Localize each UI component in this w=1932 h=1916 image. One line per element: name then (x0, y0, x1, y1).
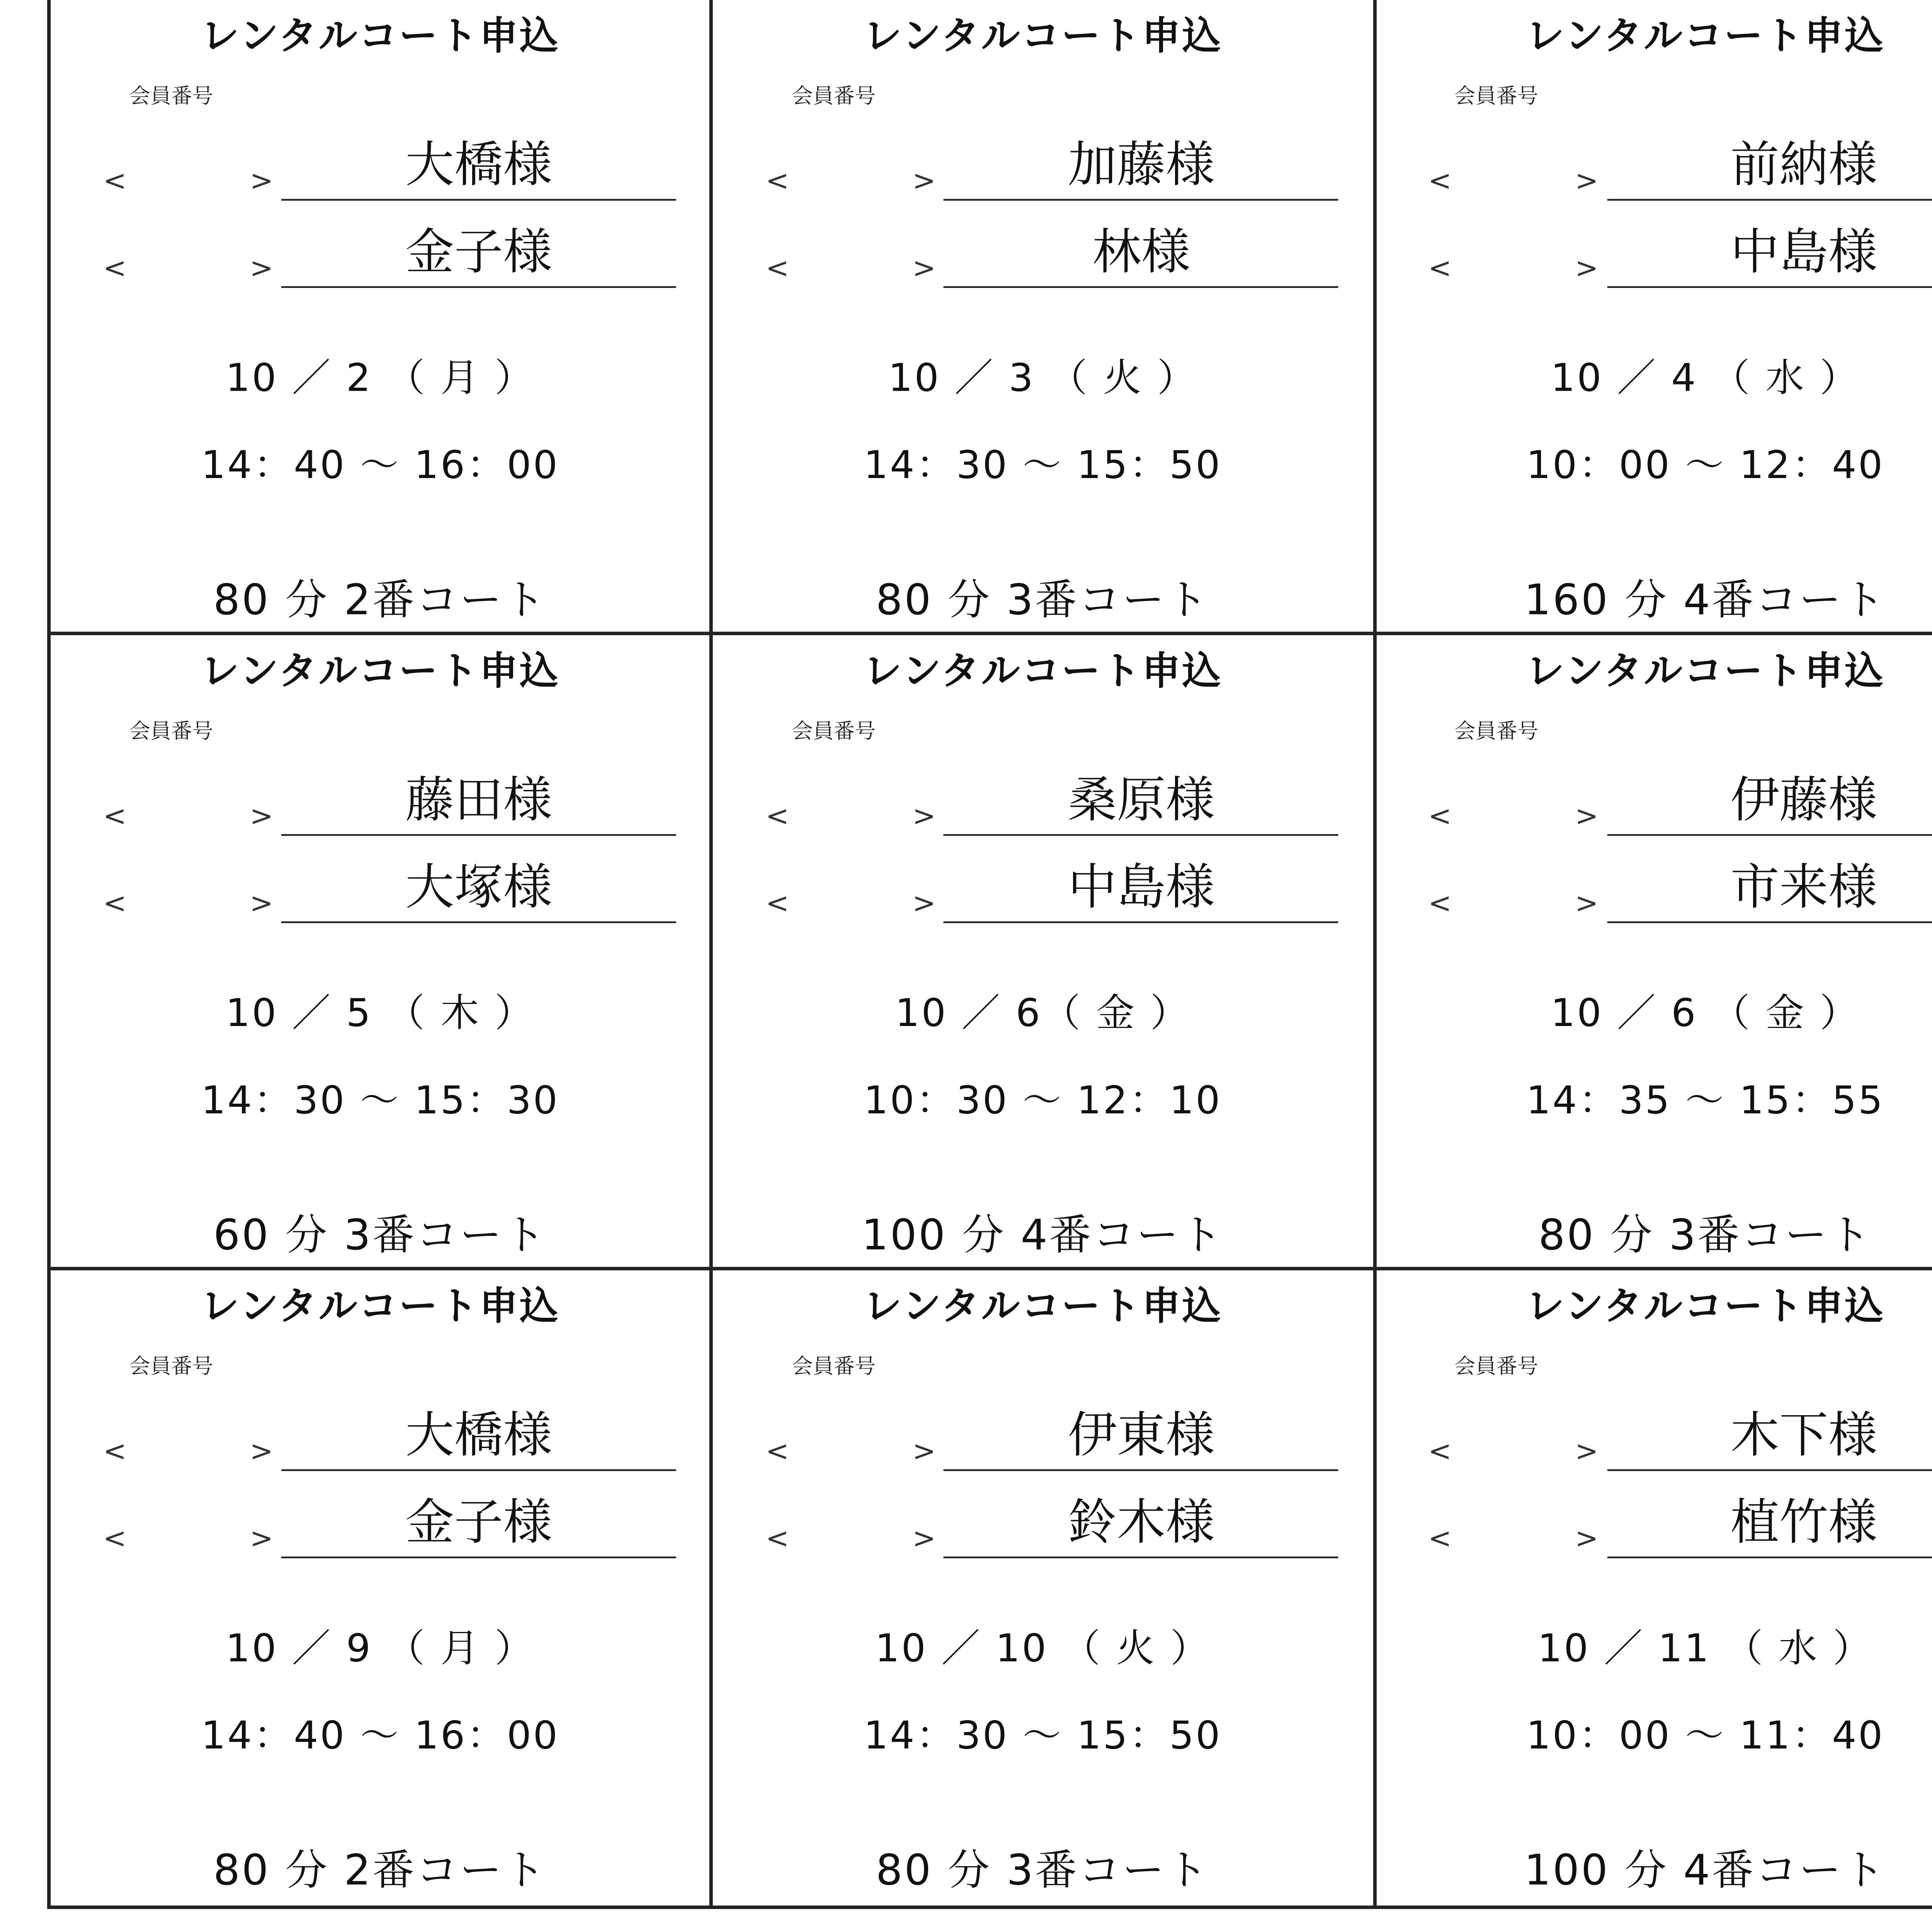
card-title: レンタルコート申込 (201, 1286, 560, 1330)
rental-card: レンタルコート申込 会員番号 < > < > 加藤様 林様 10 ／ 3 （ 火 ） 14：30 ～ 15：50 80 分 3番コート (713, 0, 1376, 635)
applicant-name-2: 中島様 (1606, 220, 1932, 288)
member-number-label: 会員番号 (792, 1354, 876, 1379)
rental-card: レンタルコート申込 会員番号 < > < > 桑原様 中島様 10 ／ 6（ 金 ） 10：30 ～ 12：10 100 分 4番コート (713, 635, 1376, 1271)
rental-card: レンタルコート申込 会員番号 < > < > 大橋様 金子様 10 ／ 9 （ 月 ） 14：40 ～ 16：00 80 分 2番コート (51, 1270, 713, 1906)
applicant-name-2: 植竹様 (1606, 1490, 1932, 1558)
reservation-time: 14：30 ～ 15：50 (864, 445, 1222, 489)
applicant-name-1: 加藤様 (944, 133, 1339, 201)
applicant-name-2: 金子様 (281, 1490, 676, 1558)
applicant-name-1: 藤田様 (281, 768, 676, 836)
card-title: レンタルコート申込 (201, 15, 560, 60)
reservation-time: 14：35 ～ 15：55 (1526, 1080, 1884, 1124)
card-grid (47, 0, 1932, 1909)
duration-court: 80 分 3番コート (876, 576, 1210, 625)
card-title: レンタルコート申込 (863, 15, 1223, 60)
card-title: レンタルコート申込 (863, 1286, 1223, 1330)
applicant-name-1: 伊東様 (944, 1403, 1339, 1471)
reservation-date: 10 ／ 5 （ 木 ） (225, 993, 535, 1037)
applicant-name-2: 市来様 (1606, 855, 1932, 923)
reservation-time: 10：00 ～ 11：40 (1526, 1715, 1884, 1759)
rental-card: レンタルコート申込 会員番号 < > < > 木下様 植竹様 10 ／ 11 （ 水 ） 10：00 ～ 11：40 100 分 4番コート (1376, 1270, 1932, 1906)
reservation-date: 10 ／ 4 （ 水 ） (1551, 357, 1860, 402)
duration-court: 80 分 2番コート (213, 576, 547, 625)
card-title: レンタルコート申込 (1526, 15, 1885, 60)
member-number-label: 会員番号 (1454, 1354, 1539, 1379)
reservation-date: 10 ／ 11 （ 水 ） (1537, 1628, 1873, 1672)
reservation-time: 10：30 ～ 12：10 (864, 1080, 1222, 1124)
reservation-date: 10 ／ 2 （ 月 ） (225, 357, 535, 402)
applicant-name-2: 鈴木様 (944, 1490, 1339, 1558)
rental-card: レンタルコート申込 会員番号 < > < > 藤田様 大塚様 10 ／ 5 （ 木 ） 14：30 ～ 15：30 60 分 3番コート (51, 635, 713, 1271)
rental-card: レンタルコート申込 会員番号 < > < > 前納様 中島様 10 ／ 4 （ 水 ） 10：00 ～ 12：40 160 分 4番コート (1376, 0, 1932, 635)
applicant-name-1: 桑原様 (944, 768, 1339, 836)
member-number-label: 会員番号 (792, 83, 876, 108)
applicant-name-1: 木下様 (1606, 1403, 1932, 1471)
rental-card: レンタルコート申込 会員番号 < > < > 伊藤様 市来様 10 ／ 6 （ 金 ） 14：35 ～ 15：55 80 分 3番コート (1376, 635, 1932, 1271)
applicant-name-2: 金子様 (281, 220, 676, 288)
duration-court: 60 分 3番コート (213, 1211, 547, 1260)
reservation-time: 14：30 ～ 15：30 (201, 1080, 560, 1124)
duration-court: 80 分 3番コート (876, 1846, 1210, 1895)
applicant-name-1: 大橋様 (281, 1403, 676, 1471)
applicant-name-1: 前納様 (1606, 133, 1932, 201)
applicant-name-2: 大塚様 (281, 855, 676, 923)
applicant-name-1: 大橋様 (281, 133, 676, 201)
duration-court: 80 分 2番コート (213, 1846, 547, 1895)
reservation-time: 14：30 ～ 15：50 (864, 1715, 1222, 1759)
applicant-name-1: 伊藤様 (1606, 768, 1932, 836)
card-title: レンタルコート申込 (863, 651, 1223, 695)
applicant-name-2: 林様 (944, 220, 1339, 288)
member-number-label: 会員番号 (129, 1354, 213, 1379)
rental-card: レンタルコート申込 会員番号 < > < > 伊東様 鈴木様 10 ／ 10 （ 火 ） 14：30 ～ 15：50 80 分 3番コート (713, 1270, 1376, 1906)
reservation-date: 10 ／ 9 （ 月 ） (225, 1628, 535, 1672)
card-title: レンタルコート申込 (1526, 1286, 1885, 1330)
card-title: レンタルコート申込 (1526, 651, 1885, 695)
reservation-date: 10 ／ 10 （ 火 ） (875, 1628, 1211, 1672)
card-title: レンタルコート申込 (201, 651, 560, 695)
member-number-label: 会員番号 (129, 719, 213, 744)
duration-court: 160 分 4番コート (1524, 576, 1887, 625)
applicant-name-2: 中島様 (944, 855, 1339, 923)
duration-court: 80 分 3番コート (1538, 1211, 1872, 1260)
reservation-time: 10：00 ～ 12：40 (1526, 445, 1884, 489)
reservation-date: 10 ／ 6 （ 金 ） (1551, 993, 1860, 1037)
reservation-time: 14：40 ～ 16：00 (201, 445, 560, 489)
reservation-time: 14：40 ～ 16：00 (201, 1715, 560, 1759)
member-number-label: 会員番号 (129, 83, 213, 108)
member-number-label: 会員番号 (792, 719, 876, 744)
reservation-date: 10 ／ 6（ 金 ） (895, 993, 1190, 1037)
member-number-label: 会員番号 (1454, 83, 1539, 108)
member-number-label: 会員番号 (1454, 719, 1539, 744)
duration-court: 100 分 4番コート (861, 1211, 1224, 1260)
reservation-date: 10 ／ 3 （ 火 ） (888, 357, 1197, 402)
duration-court: 100 分 4番コート (1524, 1846, 1887, 1895)
rental-card: レンタルコート申込 会員番号 < > < > 大橋様 金子様 10 ／ 2 （ 月 ） 14：40 ～ 16：00 80 分 2番コート (51, 0, 713, 635)
